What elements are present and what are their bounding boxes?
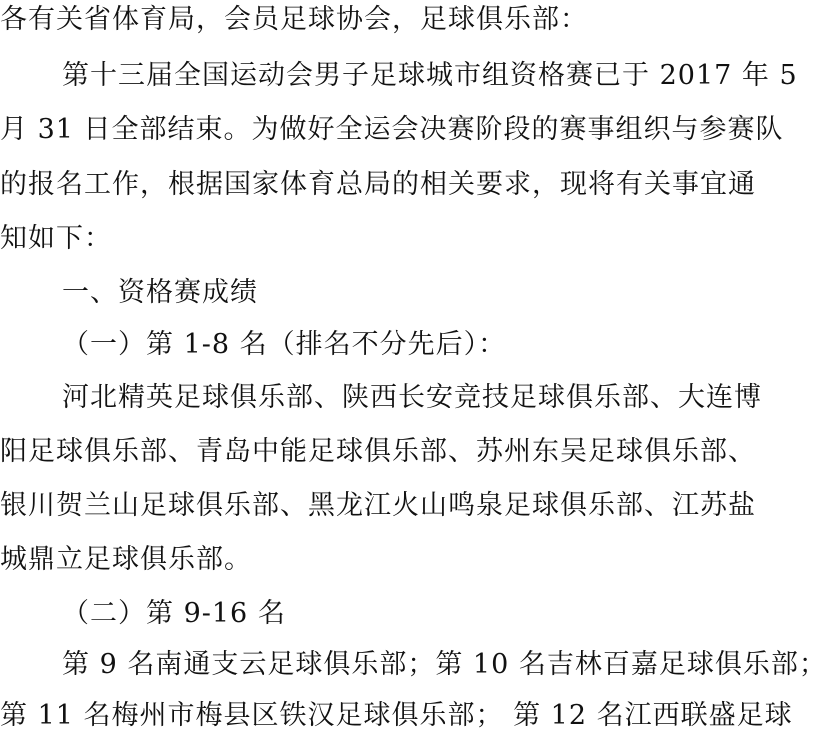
intro-line-2: 月 31 日全部结束。为做好全运会决赛阶段的赛事组织与参赛队 [0,114,784,145]
section-heading: 一、资格赛成绩 [62,277,258,308]
subsection-heading: （一）第 1-8 名（排名不分先后）： [62,329,507,360]
salutation: 各有关省体育局，会员足球协会，足球俱乐部： [0,4,588,35]
subsection-heading: （二）第 9-16 名 [62,598,286,629]
subsection-2-line-1: 第 9 名南通支云足球俱乐部；第 10 名吉林百嘉足球俱乐部； [62,649,827,680]
subsection-1-line-1: 河北精英足球俱乐部、陕西长安竞技足球俱乐部、大连博 [62,382,762,413]
subsection-1-line-3: 银川贺兰山足球俱乐部、黑龙江火山鸣泉足球俱乐部、江苏盐 [0,490,756,521]
intro-line-3: 的报名工作，根据国家体育总局的相关要求，现将有关事宜通 [0,169,756,200]
intro-line-4: 知如下： [0,223,112,254]
subsection-1-line-4: 城鼎立足球俱乐部。 [0,544,252,575]
intro-line-1: 第十三届全国运动会男子足球城市组资格赛已于 2017 年 5 [62,60,798,91]
subsection-2-line-2: 第 11 名梅州市梅县区铁汉足球俱乐部； 第 12 名江西联盛足球 [0,700,793,731]
subsection-1-line-2: 阳足球俱乐部、青岛中能足球俱乐部、苏州东吴足球俱乐部、 [0,436,756,467]
